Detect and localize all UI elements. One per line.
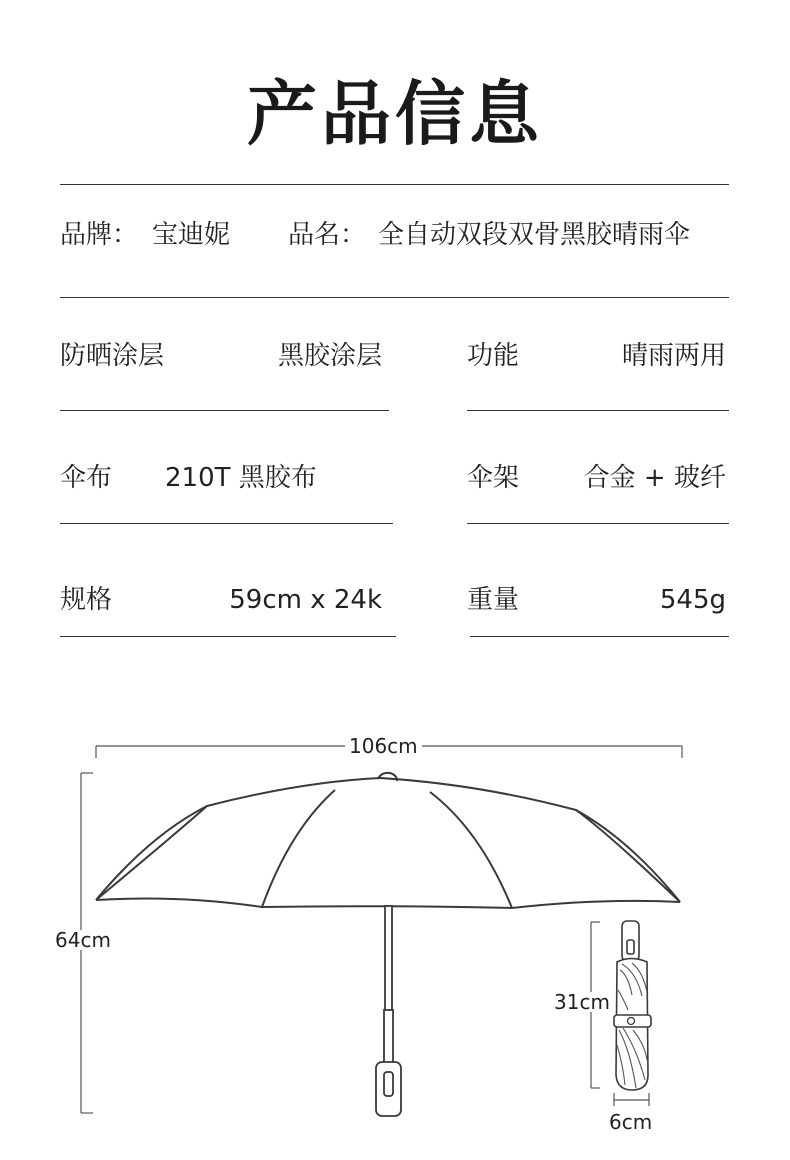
dimension-open-height: 64cm (55, 928, 111, 952)
umbrella-canopy-outline (96, 778, 680, 902)
brand-value: 宝迪妮 (152, 220, 231, 250)
page-title: 产品信息 (247, 73, 543, 155)
spec-label-fabric: 伞布 (60, 463, 113, 493)
spec-value-frame: 合金 + 玻纤 (583, 463, 726, 493)
product-name-label: 品名： (288, 220, 367, 250)
spec-value-weight: 545g (659, 585, 726, 615)
spec-value-size: 59cm x 24k (229, 585, 382, 615)
dimension-closed-length: 31cm (554, 990, 610, 1014)
product-name-value: 全自动双段双骨黑胶晴雨伞 (378, 220, 691, 250)
umbrella-shaft (385, 906, 392, 1012)
dimension-open-width: 106cm (345, 736, 422, 756)
dimension-closed-width: 6cm (609, 1110, 653, 1134)
brand-label: 品牌： (60, 220, 139, 250)
spec-label-size: 规格 (60, 585, 113, 615)
spec-value-function: 晴雨两用 (621, 341, 726, 371)
spec-label-coating: 防晒涂层 (60, 341, 165, 371)
spec-value-fabric: 210T 黑胶布 (165, 463, 317, 493)
spec-value-coating: 黑胶涂层 (277, 341, 382, 371)
spec-label-function: 功能 (467, 341, 520, 371)
spec-label-weight: 重量 (467, 585, 520, 615)
closed-umbrella-cap (622, 921, 639, 961)
spec-label-frame: 伞架 (467, 463, 520, 493)
